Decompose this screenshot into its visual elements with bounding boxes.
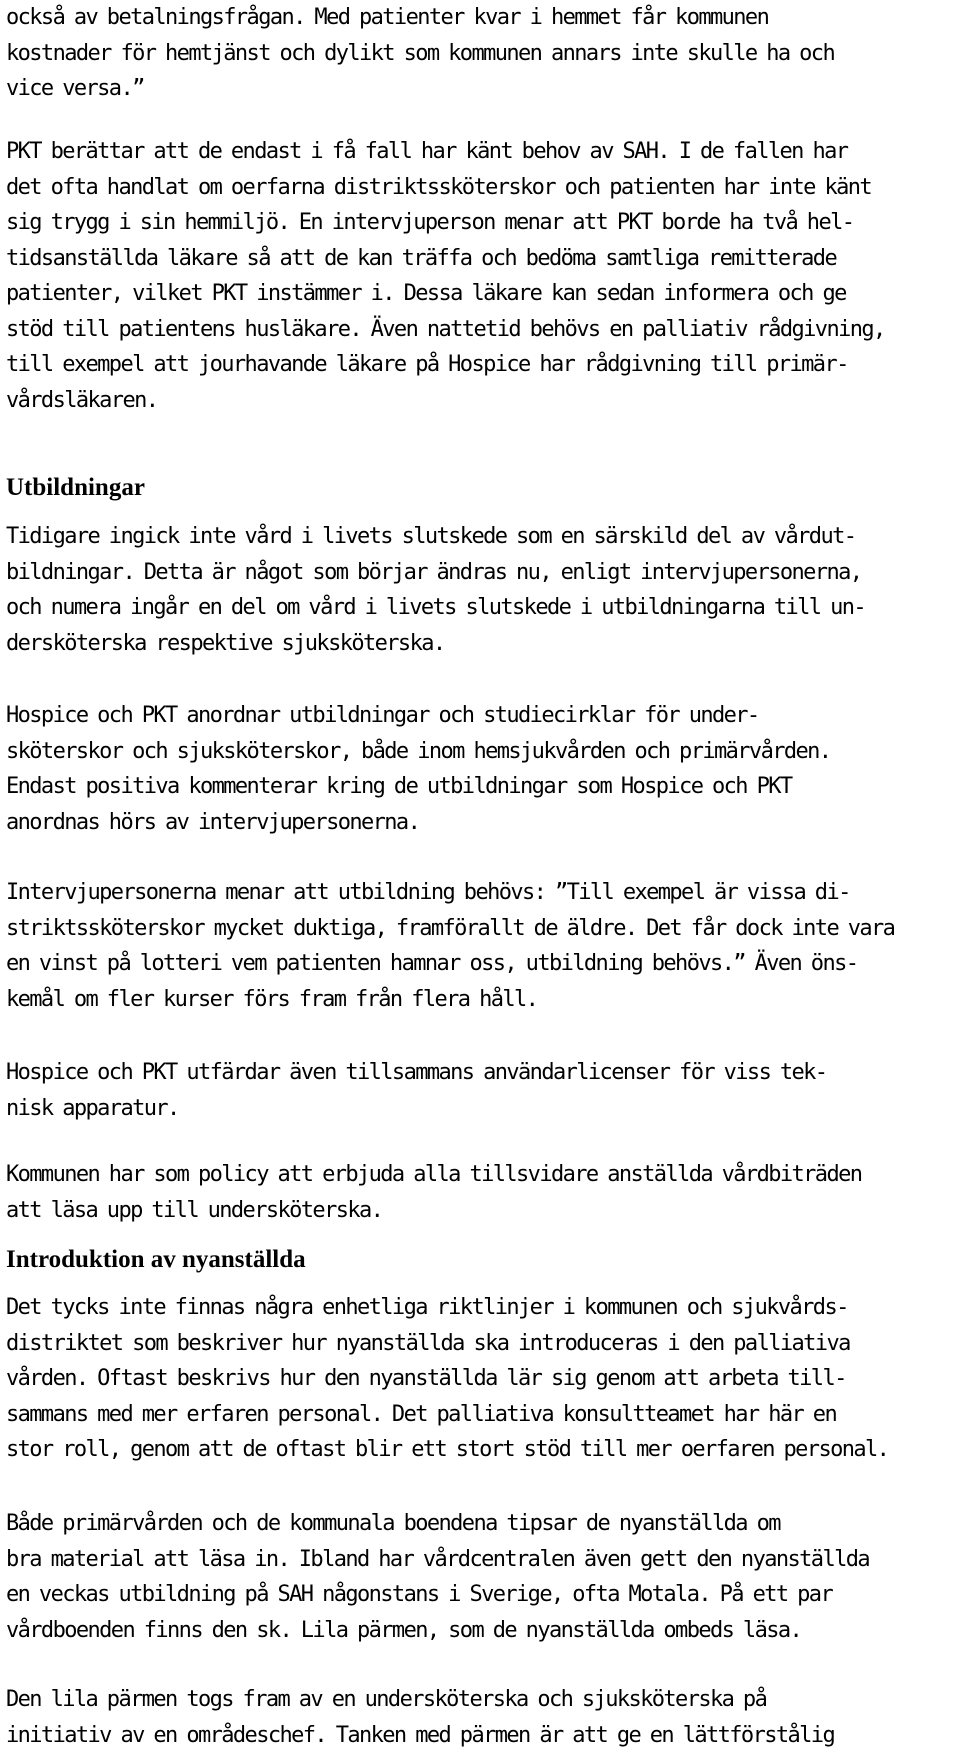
paragraph-payment-question — [6, 0, 954, 107]
text-line: striktssköterskor mycket duktiga, framförallt de äldre. Det får dock inte vara — [6, 915, 895, 941]
text-line: Tidigare ingick inte vård i livets slutskede som en särskild del av vårdut- — [6, 524, 856, 549]
text-line: vice versa.” — [6, 76, 144, 101]
text-line: det ofta handlat om oerfarna distriktssköterskor och patienten har inte känt — [6, 174, 872, 200]
paragraph-municipal-policy — [6, 1157, 954, 1228]
text-line: vården. Oftast beskrivs hur den nyanställda lär sig genom att arbeta till- — [6, 1366, 846, 1391]
text-line: Den lila pärmen togs fram av en undersköterska och sjuksköterska på — [6, 1687, 767, 1712]
text-line: Det tycks inte finnas några enhetliga riktlinjer i kommunen och sjukvårds- — [6, 1295, 848, 1320]
text-line: också av betalningsfrågan. Med patienter kvar i hemmet får kommunen — [6, 5, 769, 30]
paragraph-new-staff-guidelines — [6, 1290, 954, 1468]
text-line: PKT berättar att de endast i få fall har känt behov av SAH. I de fallen har — [6, 139, 848, 164]
text-line: bra material att läsa in. Ibland har vårdcentralen även gett den nyanställda — [6, 1546, 870, 1572]
text-line: Intervjupersonerna menar att utbildning behövs: ”Till exempel är vissa di- — [6, 880, 850, 905]
text-line: sig trygg i sin hemmiljö. En intervjuperson menar att PKT borde ha två hel- — [6, 210, 854, 235]
text-line: och numera ingår en del om vård i livets slutskede i utbildningarna till un- — [6, 595, 866, 620]
text-line: kemål om fler kurser förs fram från flera håll. — [6, 986, 538, 1012]
text-line: sammans med mer erfaren personal. Det palliativa konsultteamet har här en — [6, 1401, 837, 1427]
section-heading-utbildningar: Utbildningar — [6, 474, 145, 501]
paragraph-lila-parmen — [6, 1682, 954, 1753]
text-line: Kommunen har som policy att erbjuda alla tillsvidare anställda vårdbiträden — [6, 1162, 862, 1187]
text-line: tidsanställda läkare så att de kan träffa och bedöma samtliga remitterade — [6, 245, 837, 271]
paragraph-training-materials — [6, 1506, 954, 1648]
text-line: vårdboenden finns den sk. Lila pärmen, som de nyanställda ombeds läsa. — [6, 1617, 802, 1643]
paragraph-pkt-sah — [6, 134, 954, 418]
paragraph-education-needed — [6, 875, 954, 1017]
text-line: vårdsläkaren. — [6, 387, 158, 413]
text-line: initiativ av en områdeschef. Tanken med pärmen är att ge en lättförstålig — [6, 1722, 835, 1748]
text-line: en veckas utbildning på SAH någonstans i Sverige, ofta Motala. På ett par — [6, 1582, 833, 1607]
text-line: stöd till patientens husläkare. Även nattetid behövs en palliativ rådgivning, — [6, 316, 885, 342]
text-line: att läsa upp till undersköterska. — [6, 1197, 383, 1223]
text-line: stor roll, genom att de oftast blir ett stort stöd till mer oerfaren personal. — [6, 1437, 889, 1462]
text-line: Endast positiva kommenterar kring de utbildningar som Hospice och PKT — [6, 774, 792, 799]
text-line: Hospice och PKT anordnar utbildningar och studiecirklar för under- — [6, 703, 759, 728]
text-line: sköterskor och sjuksköterskor, både inom hemsjukvården och primärvården. — [6, 738, 831, 764]
text-line: till exempel att jourhavande läkare på Hospice har rådgivning till primär- — [6, 352, 848, 377]
text-line: anordnas hörs av intervjupersonerna. — [6, 809, 420, 835]
text-line: distriktet som beskriver hur nyanställda ska introduceras i den palliativa — [6, 1330, 850, 1356]
text-line: dersköterska respektive sjuksköterska. — [6, 630, 445, 656]
text-line: bildningar. Detta är något som börjar ändras nu, enligt intervjupersonerna, — [6, 559, 862, 585]
text-line: nisk apparatur. — [6, 1095, 179, 1121]
text-line: kostnader för hemtjänst och dylikt som kommunen annars inte skulle ha och — [6, 40, 835, 66]
paragraph-education-history — [6, 519, 954, 661]
text-line: Både primärvården och de kommunala boendena tipsar de nyanställda om — [6, 1511, 780, 1536]
text-line: en vinst på lotteri vem patienten hamnar oss, utbildning behövs.” Även öns- — [6, 951, 858, 976]
text-line: Hospice och PKT utfärdar även tillsammans användarlicenser för viss tek- — [6, 1060, 827, 1085]
paragraph-licenses — [6, 1055, 954, 1126]
section-heading-introduktion: Introduktion av nyanställda — [6, 1246, 306, 1273]
paragraph-hospice-courses — [6, 698, 954, 840]
text-line: patienter, vilket PKT instämmer i. Dessa läkare kan sedan informera och ge — [6, 281, 846, 306]
